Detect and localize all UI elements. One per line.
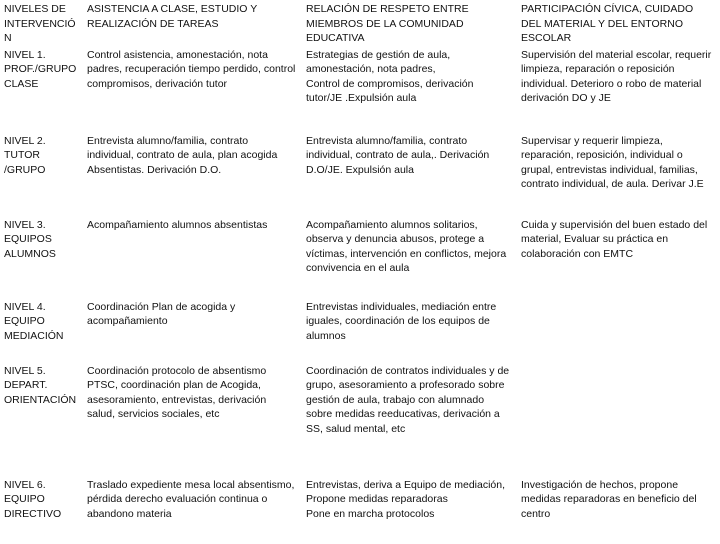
attendance-cell: Control asistencia, amonestación, nota padres, recuperación tiempo perdido, control compromisos, derivación tutor bbox=[87, 48, 296, 90]
attendance-cell: Traslado expediente mesa local absentismo, pérdida derecho evaluación continua o abandono materia bbox=[87, 478, 295, 520]
civic-cell: Cuida y supervisión del buen estado del material, Evaluar su práctica en colaboración con EMTC bbox=[521, 218, 708, 260]
header-row bbox=[0, 0, 720, 46]
table-row bbox=[0, 298, 720, 362]
level-cell: NIVEL 1. PROF./GRUPO CLASE bbox=[4, 48, 77, 90]
attendance-cell: Coordinación Plan de acogida y acompañamiento bbox=[87, 300, 236, 327]
level-cell: NIVEL 6. EQUIPO DIRECTIVO bbox=[4, 478, 62, 520]
respect-cell: Acompañamiento alumnos solitarios, observa y denuncia abusos, protege a víctimas, intervención en conflictos, mejora convivencia en el aula bbox=[306, 218, 507, 274]
civic-cell: Investigación de hechos, propone medidas reparadoras en beneficio del centro bbox=[521, 478, 697, 520]
attendance-cell: Acompañamiento alumnos absentistas bbox=[87, 218, 268, 231]
table-row bbox=[0, 476, 720, 544]
header-civic: PARTICIPACIÓN CÍVICA, CUIDADO DEL MATERIAL Y DEL ENTORNO ESCOLAR bbox=[521, 3, 694, 44]
header-levels: NIVELES DE INTERVENCIÓN bbox=[4, 3, 76, 44]
level-cell: NIVEL 4. EQUIPO MEDIACIÓN bbox=[4, 300, 64, 342]
level-cell: NIVEL 5. DEPART. ORIENTACIÓN bbox=[4, 364, 77, 406]
table-row bbox=[0, 216, 720, 298]
attendance-cell: Coordinación protocolo de absentismo PTSC, coordinación plan de Acogida, asesoramiento, entrevistas, derivación salud, servicios sociales, etc bbox=[87, 364, 267, 420]
table-row bbox=[0, 362, 720, 476]
respect-cell: Entrevistas, deriva a Equipo de mediación, Propone medidas reparadoras Pone en marcha protocolos bbox=[306, 478, 506, 520]
level-cell: NIVEL 2. TUTOR /GRUPO bbox=[4, 134, 46, 176]
table-row bbox=[0, 46, 720, 132]
header-attendance: ASISTENCIA A CLASE, ESTUDIO Y REALIZACIÓN DE TAREAS bbox=[87, 3, 258, 30]
respect-cell: Estrategias de gestión de aula, amonestación, nota padres, Control de compromisos, derivación tutor/JE .Expulsión aula bbox=[306, 48, 474, 104]
respect-cell: Entrevista alumno/familia, contrato individual, contrato de aula,. Derivación D.O/JE. Expulsión aula bbox=[306, 134, 490, 176]
table-row bbox=[0, 132, 720, 216]
civic-cell: Supervisión del material escolar, requerir limpieza, reparación o reposición individual. Deterioro o robo de material derivación DO y JE bbox=[521, 48, 712, 104]
level-cell: NIVEL 3. EQUIPOS ALUMNOS bbox=[4, 218, 56, 260]
civic-cell bbox=[517, 298, 720, 362]
civic-cell: Supervisar y requerir limpieza, reparación, reposición, individual o grupal, entrevistas individual, familias, contrato individual, de aula. Derivar J.E bbox=[521, 134, 704, 190]
respect-cell: Coordinación de contratos individuales y de grupo, asesoramiento a profesorado sobre gestión de aula, trabajo con alumnado sobre medidas reeducativas, derivación a SS, salud mental, etc bbox=[306, 364, 510, 435]
respect-cell: Entrevistas individuales, mediación entre iguales, coordinación de los equipos de alumnos bbox=[306, 300, 497, 342]
header-respect: RELACIÓN DE RESPETO ENTRE MIEMBROS DE LA COMUNIDAD EDUCATIVA bbox=[306, 3, 469, 44]
attendance-cell: Entrevista alumno/familia, contrato individual, contrato de aula, plan acogida Absentistas. Derivación D.O. bbox=[87, 134, 278, 176]
civic-cell bbox=[517, 362, 720, 476]
